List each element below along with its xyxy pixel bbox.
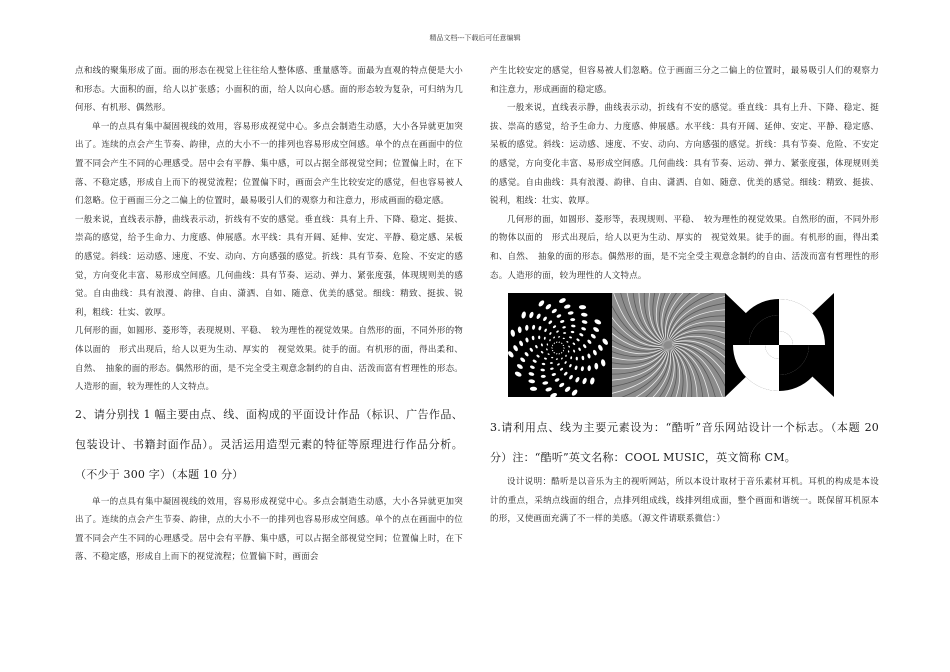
spiral-dot xyxy=(563,371,568,376)
spiral-dot xyxy=(547,353,550,355)
spiral-dot xyxy=(544,357,547,360)
spiral-dot xyxy=(579,333,584,337)
spiral-dot xyxy=(549,332,552,335)
spiral-dot xyxy=(587,365,591,371)
spiral-dot xyxy=(542,381,548,385)
spiral-dot xyxy=(568,374,573,380)
spiral-dot xyxy=(554,378,560,383)
spiral-dot xyxy=(544,328,548,332)
spiral-dot xyxy=(536,354,540,358)
spiral-dot xyxy=(525,325,529,331)
paragraph: 单一的点具有集中凝固视线的效用，容易形成视觉中心。多点会制造生动感，大小各异就更加突出了。连续的点会产生节奏、韵律，点的大小不一的排列也容易形成空间感。单个的点在画面中的位置不同会产生不同的心理感受。居中会有平静、集中感，可以占据全部视觉空间；位置偏上时，在下落、不稳定感，形成自上而下的视觉流程；位置偏下时，画面会 xyxy=(75,496,463,563)
paragraph: 一般来说，直线表示静，曲线表示动，折线有不安的感觉。垂直线：具有上升、下降、稳定、挺拔、崇高的感觉，给予生命力、力度感、伸展感。水平线：具有开阔、延伸、安定、平静、稳定感、呆板的感觉。斜线：运动感、速度、不安、动向、方向感强的感觉。折线：具有节奏、危险、不安定的感觉，方向变化丰富、易形成空间感。几何曲线：具有节奏、运动、弹力、紧张度强，体现规则美的感觉。自由曲线：具有浪漫、韵律、自由、潇洒、自如、随意、优美的感觉。细线：精致、挺拔、锐利，粗线：壮实、敦厚。 xyxy=(490,103,879,207)
spiral-dot xyxy=(568,345,570,348)
spiral-dot xyxy=(561,357,563,360)
spiral-dot xyxy=(581,312,588,317)
spiral-dot xyxy=(541,375,546,378)
spiral-dot xyxy=(572,342,575,345)
spiral-dot xyxy=(570,356,572,359)
spiral-dot xyxy=(542,316,547,322)
paragraph: 一般来说，直线表示静，曲线表示动，折线有不安的感觉。垂直线：具有上升、下降、稳定、挺拔、崇高的感觉，给予生命力、力度感、伸展感。水平线：具有开阔、延伸、安定、平静、稳定感、呆板的感觉。斜线：运动感、速度、不安、动向、方向感强的感觉。折线：具有节奏、危险、不安定的感觉，方向变化丰富、易形成空间感。几何曲线：具有节奏、运动、弹力、紧张度强，体现规则美的感觉。自由曲线：具有浪漫、韵律、自由、潇洒、自如、随意、优美的感觉。细线：精致、挺拔、锐利，粗线：壮实、敦厚。 xyxy=(75,214,463,318)
spiral-dot xyxy=(553,336,555,339)
spiral-dot xyxy=(558,382,565,388)
spiral-dot xyxy=(551,347,553,349)
spiral-dot xyxy=(561,352,563,354)
spiral-dot xyxy=(550,362,553,364)
spiral-dot xyxy=(564,386,571,393)
spiral-dot xyxy=(568,311,574,315)
spiral-dot xyxy=(551,357,553,358)
spiral-dot xyxy=(568,350,570,352)
spiral-dot xyxy=(532,336,535,341)
spiral-dot xyxy=(569,364,573,368)
spiral-dot xyxy=(571,331,575,334)
spiral-dot xyxy=(536,313,542,320)
spiral-dot xyxy=(551,373,556,377)
spiral-dot xyxy=(579,305,586,309)
spiral-dot xyxy=(574,365,578,370)
spiral-dot xyxy=(563,347,565,349)
left-column xyxy=(75,62,463,567)
spiral-dot xyxy=(565,355,567,357)
spiral-dot xyxy=(592,349,597,356)
spiral-dot xyxy=(549,339,551,341)
spiral-dot xyxy=(557,363,560,366)
spiral-dot xyxy=(570,318,575,321)
spiral-dot xyxy=(556,314,562,319)
spiral-dot xyxy=(545,303,552,310)
paragraph: 点和线的聚集形成了面。面的形态在视觉上往往给人整体感、重量感等。面最为直观的特点便是大小和形态。大面积的面，给人以扩张感；小面积的面，给人以向心感。面的形态较为复杂，可归纳为几何形、有机形、偶然形。 xyxy=(75,66,463,114)
spiral-dot xyxy=(556,353,558,354)
spiral-dot xyxy=(529,347,534,352)
spiral-dot xyxy=(553,352,555,353)
spiral-dot xyxy=(571,389,579,397)
page-header: 精品文档---下载后可任意编辑 xyxy=(429,34,521,42)
spiral-dot xyxy=(532,359,537,363)
paragraph: 设计说明：酷听是以音乐为主的视听网站，所以本设计取材于音乐素材耳机。耳机的构成是本设计的重点，采纳点线面的组合，点排列组成线，线排列组成面，整个画面和谐统一。既保留耳机原本的形，又使画面充满了不一样的美感。（源文件请联系微信：） xyxy=(490,477,879,525)
spiral-dot xyxy=(510,329,516,337)
spiral-dot xyxy=(512,345,519,353)
shape-pattern-image xyxy=(725,293,834,397)
spiral-dot xyxy=(558,342,560,343)
spiral-dot xyxy=(508,350,515,358)
spiral-dot xyxy=(597,344,604,352)
spiral-dot xyxy=(552,350,554,352)
spiral-dot xyxy=(573,350,576,353)
spiral-dot xyxy=(552,325,556,329)
spiral-dot xyxy=(563,350,564,352)
spiral-dot xyxy=(524,351,530,357)
spiral-dot xyxy=(556,358,559,360)
spiral-dot xyxy=(558,297,566,304)
spiral-dot xyxy=(549,392,557,397)
spiral-dot xyxy=(518,340,523,347)
spiral-dot xyxy=(552,345,553,347)
spiral-dot xyxy=(550,367,554,370)
spiral-dot xyxy=(576,357,578,361)
spiral-dot xyxy=(530,365,536,370)
spiral-dot xyxy=(556,341,558,343)
question-2: 2、请分别找 1 幅主要由点、线、面构成的平面设计作品（标识、广告作品、包装设计、书籍封面作品）。灵活运用造型元素的特征等原理进行作品分析。（不少于 300 字）（本题 10 分） xyxy=(75,407,463,481)
spiral-dot xyxy=(564,361,567,364)
spiral-dot xyxy=(587,353,591,359)
spiral-dot xyxy=(562,326,566,329)
spiral-dot xyxy=(587,339,593,345)
spiral-dot xyxy=(560,320,565,324)
spiral-dot xyxy=(571,325,576,328)
spiral-dot xyxy=(551,308,558,314)
spiral-dot xyxy=(528,372,535,377)
paragraph: 几何形的面，如圆形、菱形等，表现规则、平稳、 较为理性的视觉效果。自然形的面，不同外形的物体以面的 形式出现后，给人以更为生动、厚实的 视觉效果。徒手的面。有机形的面，得出柔和、自然、 抽象的面的形态。偶然形的面，是不完全受主观意念制约的自由、活泼而富有哲理性的形态。人造形的面，较为理性的人文特点。 xyxy=(75,326,463,393)
spiral-dot xyxy=(581,327,587,332)
spiral-dot xyxy=(546,343,548,345)
spiral-dot xyxy=(569,336,572,339)
spiral-dot xyxy=(546,348,548,351)
spiral-dot xyxy=(535,345,539,349)
spiral-dot xyxy=(528,311,534,319)
spiral-dot xyxy=(540,351,543,354)
spiral-dot xyxy=(521,311,527,319)
spiral-dot xyxy=(582,344,587,349)
spiral-dot xyxy=(578,347,582,351)
paragraph: 几何形的面，如圆形、菱形等，表现规则、平稳、 较为理性的视觉效果。自然形的面，不同外形的物体以面的 形式出现后，给人以更为生动、厚实的 视觉效果。徒手的面。有机形的面，得出柔和、自然、 抽象的面的形态。偶然形的面，是不完全受主观意念制约的自由、活泼而富有哲理性的形态。人造形的面，较为理性的人文特点。 xyxy=(490,214,879,281)
spiral-dot xyxy=(582,377,588,385)
spiral-dot xyxy=(558,353,560,355)
spiral-dot xyxy=(548,320,553,325)
spiral-dot xyxy=(558,336,561,338)
spiral-dot xyxy=(580,366,584,371)
spiral-dot xyxy=(581,356,584,361)
spiral-dot xyxy=(601,338,609,346)
question-3: 3.请利用点、线为主要元素设为：“酷听”音乐网站设计一个标志。（本题 20 分）注：“酷听”英文名称：COOL MUSIC，英文简称 CM。 xyxy=(490,421,879,465)
spiral-dot xyxy=(589,377,595,385)
right-column xyxy=(490,62,879,529)
spiral-dot xyxy=(581,320,588,325)
spiral-dot xyxy=(530,387,537,391)
spiral-dot xyxy=(563,338,565,339)
spiral-dot xyxy=(575,376,581,383)
spiral-dot xyxy=(525,337,529,343)
spiral-dot xyxy=(590,333,597,339)
spiral-dot xyxy=(594,363,598,370)
spiral-dot xyxy=(518,327,522,334)
spiral-dot xyxy=(559,367,563,371)
spiral-dot xyxy=(600,359,606,367)
line-swirl-image xyxy=(612,293,725,397)
spiral-dot xyxy=(541,343,544,346)
paragraph: 产生比较安定的感觉，但容易被人们忽略。位于画面三分之二偏上的位置时，最易吸引人们的观察力和注意力，形成画面的稳定感。 xyxy=(490,66,879,95)
spiral-dot xyxy=(564,304,571,310)
spiral-dot xyxy=(594,319,602,326)
spiral-dot xyxy=(519,357,526,363)
spiral-dot xyxy=(537,299,545,307)
paragraph: 单一的点具有集中凝固视线的效用，容易形成视觉中心。多点会制造生动感，大小各异就更加突出了。连续的点会产生节奏、韵律，点的大小不一的排列也容易形成空间感。单个的点在画面中的位置不同会产生不同的心理感受。居中会有平静、集中感，可以占据全部视觉空间；位置偏上时，在下落、不稳定感，形成自上而下的视觉流程；位置偏下时，画面会产生比较安定的感觉，但也容易被人们忽略。位于画面三分之二偏上的位置时，最易吸引人们的观察力和注意力，形成画面的稳定感。 xyxy=(75,121,463,207)
spiral-dot xyxy=(514,371,522,378)
spiral-dot xyxy=(538,326,542,331)
spiral-dot xyxy=(554,342,556,344)
spiral-dot xyxy=(545,387,552,393)
spiral-dot xyxy=(592,326,600,333)
spiral-dot xyxy=(576,338,580,342)
spiral-dot xyxy=(538,336,540,340)
spiral-dot xyxy=(561,343,563,344)
spiral-dot xyxy=(556,330,559,333)
spiral-dot xyxy=(566,341,569,343)
spiral-dot xyxy=(540,369,545,372)
spiral-dot xyxy=(562,345,564,347)
example-images xyxy=(508,293,879,397)
spiral-dot xyxy=(516,363,524,370)
spiral-dot xyxy=(528,379,535,384)
dot-spiral-image xyxy=(508,293,612,397)
spiral-dot xyxy=(563,332,566,334)
spiral-dot xyxy=(532,325,536,330)
spiral-dot xyxy=(544,337,546,340)
spiral-dot xyxy=(542,363,546,366)
